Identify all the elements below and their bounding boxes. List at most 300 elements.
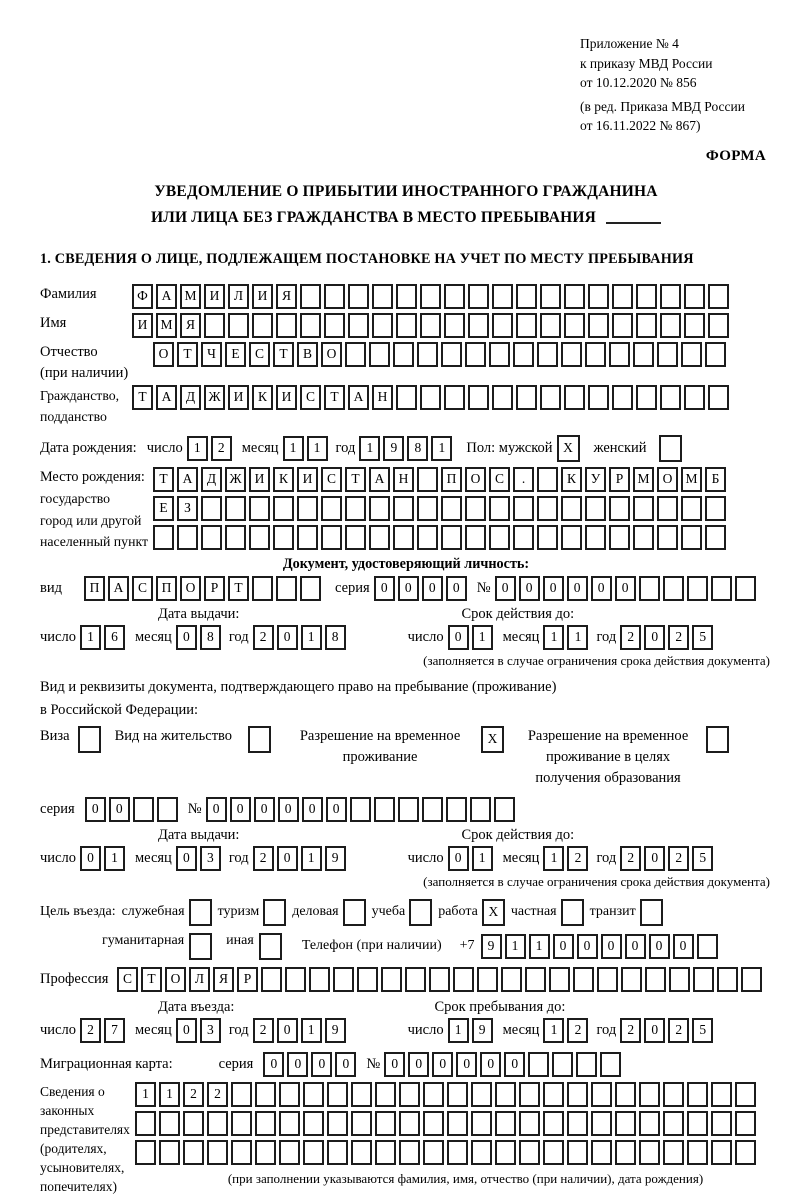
- char-cell: Т: [132, 385, 153, 410]
- char-cell: [567, 1082, 588, 1107]
- char-cell: 2: [620, 625, 641, 650]
- char-cell: 2: [211, 436, 232, 461]
- profession-cells: [117, 967, 762, 992]
- char-cell: [633, 525, 654, 550]
- char-cell: П: [441, 467, 462, 492]
- char-cell: [489, 342, 510, 367]
- char-cell: [636, 284, 657, 309]
- series-label: серия: [335, 579, 370, 596]
- purpose-study: учеба: [372, 899, 433, 926]
- char-cell: [444, 313, 465, 338]
- char-cell: [255, 1140, 276, 1165]
- char-cell: [708, 313, 729, 338]
- char-cell: [687, 1111, 708, 1136]
- char-cell: 2: [567, 846, 588, 871]
- doc-number-cells: [495, 576, 756, 601]
- char-cell: М: [633, 467, 654, 492]
- char-cell: 0: [673, 934, 694, 959]
- residence-issue-year: [253, 846, 346, 871]
- char-cell: [279, 1140, 300, 1165]
- char-cell: 1: [567, 625, 588, 650]
- char-cell: [453, 967, 474, 992]
- char-cell: [375, 1140, 396, 1165]
- char-cell: В: [297, 342, 318, 367]
- char-cell: 0: [543, 576, 564, 601]
- char-cell: [231, 1111, 252, 1136]
- char-cell: О: [321, 342, 342, 367]
- char-cell: А: [108, 576, 129, 601]
- char-cell: 9: [325, 846, 346, 871]
- char-cell: [567, 1111, 588, 1136]
- char-cell: [177, 525, 198, 550]
- number-label: №: [366, 1055, 381, 1072]
- char-cell: 0: [326, 797, 347, 822]
- char-cell: [489, 525, 510, 550]
- char-cell: [621, 967, 642, 992]
- char-cell: 1: [359, 436, 380, 461]
- char-cell: Н: [393, 467, 414, 492]
- char-cell: [543, 1140, 564, 1165]
- char-cell: [591, 1111, 612, 1136]
- series-label: серия: [40, 800, 75, 817]
- char-cell: [681, 342, 702, 367]
- char-cell: [663, 1082, 684, 1107]
- char-cell: [516, 313, 537, 338]
- char-cell: [225, 525, 246, 550]
- char-cell: [687, 576, 708, 601]
- stay-until-header: Срок пребывания до:: [434, 998, 566, 1015]
- tourism-checkbox: [263, 899, 286, 926]
- purpose-private: частная: [511, 899, 584, 926]
- revision-line: от 16.11.2022 № 867): [580, 118, 701, 133]
- char-cell: X: [482, 899, 505, 926]
- char-cell: [537, 525, 558, 550]
- char-cell: [711, 1082, 732, 1107]
- identity-doc-dates-row: число 1 6 месяц 0 8 год 2 0 1 8 число 0 1 месяц 1 1 год 2 0 2 5: [40, 625, 772, 650]
- char-cell: [537, 342, 558, 367]
- char-cell: [249, 496, 270, 521]
- char-cell: [279, 1082, 300, 1107]
- char-cell: [495, 1082, 516, 1107]
- char-cell: [735, 1140, 756, 1165]
- char-cell: [279, 1111, 300, 1136]
- char-cell: А: [156, 385, 177, 410]
- migration-card-label: Миграционная карта:: [40, 1055, 173, 1072]
- residence-number-cells: [206, 797, 515, 822]
- char-cell: 6: [104, 625, 125, 650]
- char-cell: [375, 1111, 396, 1136]
- char-cell: [600, 1052, 621, 1077]
- char-cell: [409, 899, 432, 926]
- char-cell: [465, 342, 486, 367]
- birth-place-cells-row1: [153, 467, 726, 492]
- option-visa: Виза: [40, 726, 101, 753]
- char-cell: [309, 967, 330, 992]
- residence-issue-month: [176, 846, 221, 871]
- char-cell: [591, 1082, 612, 1107]
- char-cell: [303, 1082, 324, 1107]
- char-cell: [585, 342, 606, 367]
- char-cell: [297, 525, 318, 550]
- surname-row: [40, 284, 772, 309]
- char-cell: 0: [176, 1018, 197, 1043]
- option-temp-residence-education: Разрешение на временное проживание в целях получения образования: [518, 726, 729, 789]
- char-cell: [228, 313, 249, 338]
- series-label: серия: [218, 1055, 254, 1072]
- char-cell: [636, 385, 657, 410]
- char-cell: [735, 1082, 756, 1107]
- char-cell: 0: [480, 1052, 501, 1077]
- char-cell: [398, 797, 419, 822]
- char-cell: [735, 1111, 756, 1136]
- form-label: ФОРМА: [705, 147, 766, 164]
- char-cell: А: [177, 467, 198, 492]
- char-cell: 2: [668, 1018, 689, 1043]
- char-cell: [543, 1111, 564, 1136]
- char-cell: [717, 967, 738, 992]
- residence-doc-date-headers: Дата выдачи: Срок действия до:: [158, 826, 575, 843]
- char-cell: [519, 1082, 540, 1107]
- char-cell: [684, 284, 705, 309]
- char-cell: 1: [543, 625, 564, 650]
- char-cell: Л: [228, 284, 249, 309]
- char-cell: И: [132, 313, 153, 338]
- char-cell: [465, 525, 486, 550]
- char-cell: [711, 1111, 732, 1136]
- char-cell: И: [228, 385, 249, 410]
- char-cell: [567, 1140, 588, 1165]
- char-cell: [537, 467, 558, 492]
- char-cell: [369, 496, 390, 521]
- char-cell: 2: [207, 1082, 228, 1107]
- char-cell: [399, 1140, 420, 1165]
- char-cell: [591, 1140, 612, 1165]
- char-cell: [711, 1140, 732, 1165]
- purpose-official: служебная: [122, 899, 212, 926]
- char-cell: [468, 284, 489, 309]
- char-cell: 1: [448, 1018, 469, 1043]
- char-cell: 8: [325, 625, 346, 650]
- char-cell: 1: [472, 846, 493, 871]
- char-cell: [708, 284, 729, 309]
- char-cell: [393, 496, 414, 521]
- phone-label: Телефон (при наличии): [301, 938, 442, 953]
- char-cell: [417, 496, 438, 521]
- char-cell: [537, 496, 558, 521]
- birth-month-cells: [283, 436, 328, 461]
- char-cell: [225, 496, 246, 521]
- char-cell: 1: [301, 625, 322, 650]
- char-cell: 1: [529, 934, 550, 959]
- identity-doc-date-headers: [40, 606, 772, 623]
- char-cell: [324, 313, 345, 338]
- month-label: месяц: [241, 439, 279, 456]
- char-cell: [525, 967, 546, 992]
- char-cell: [252, 313, 273, 338]
- expiry-note: (заполняется в случае ограничения срока действия документа): [423, 873, 770, 889]
- char-cell: [708, 385, 729, 410]
- char-cell: 7: [104, 1018, 125, 1043]
- char-cell: [663, 576, 684, 601]
- char-cell: К: [273, 467, 294, 492]
- residence-issue-day: [80, 846, 125, 871]
- char-cell: [681, 525, 702, 550]
- purpose-humanitarian: гуманитарная: [102, 933, 212, 960]
- char-cell: [684, 385, 705, 410]
- char-cell: А: [369, 467, 390, 492]
- char-cell: 1: [104, 846, 125, 871]
- phone-cells: [481, 934, 718, 959]
- char-cell: [552, 1052, 573, 1077]
- char-cell: У: [585, 467, 606, 492]
- section1-heading: 1. СВЕДЕНИЯ О ЛИЦЕ, ПОДЛЕЖАЩЕМ ПОСТАНОВКЕ НА УЧЕТ ПО МЕСТУ ПРЕБЫВАНИЯ: [40, 250, 694, 267]
- char-cell: [636, 313, 657, 338]
- char-cell: 2: [620, 1018, 641, 1043]
- char-cell: [420, 385, 441, 410]
- char-cell: 0: [448, 625, 469, 650]
- legal-representatives-block: [40, 1082, 772, 1196]
- visa-checkbox: [78, 726, 101, 753]
- profession-row: [40, 967, 772, 992]
- char-cell: 0: [277, 625, 298, 650]
- char-cell: 0: [85, 797, 106, 822]
- char-cell: [447, 1140, 468, 1165]
- doc-series-cells: [374, 576, 467, 601]
- char-cell: [693, 967, 714, 992]
- char-cell: [201, 525, 222, 550]
- char-cell: [261, 967, 282, 992]
- char-cell: [78, 726, 101, 753]
- char-cell: [609, 525, 630, 550]
- char-cell: [477, 967, 498, 992]
- doc-expiry-day: [448, 625, 493, 650]
- char-cell: 1: [301, 1018, 322, 1043]
- char-cell: [345, 525, 366, 550]
- char-cell: [372, 284, 393, 309]
- char-cell: [159, 1111, 180, 1136]
- option-temp-residence: Разрешение на временное проживание X: [287, 726, 504, 768]
- appendix-line: от 10.12.2020 № 856: [580, 75, 697, 90]
- residence-doc-options: [40, 726, 772, 789]
- char-cell: Л: [189, 967, 210, 992]
- char-cell: Т: [273, 342, 294, 367]
- char-cell: [564, 284, 585, 309]
- char-cell: [519, 1111, 540, 1136]
- char-cell: [327, 1140, 348, 1165]
- char-cell: [612, 385, 633, 410]
- char-cell: О: [465, 467, 486, 492]
- char-cell: [417, 342, 438, 367]
- char-cell: [633, 342, 654, 367]
- char-cell: А: [348, 385, 369, 410]
- char-cell: 2: [253, 1018, 274, 1043]
- char-cell: [248, 726, 271, 753]
- char-cell: 0: [448, 846, 469, 871]
- char-cell: [615, 1111, 636, 1136]
- char-cell: 1: [472, 625, 493, 650]
- given-name-label: Имя: [40, 314, 67, 331]
- sex-male-checkbox: [557, 435, 580, 462]
- char-cell: 0: [206, 797, 227, 822]
- char-cell: 0: [374, 576, 395, 601]
- char-cell: Т: [153, 467, 174, 492]
- char-cell: [612, 284, 633, 309]
- migration-number-cells: [384, 1052, 621, 1077]
- char-cell: 9: [325, 1018, 346, 1043]
- char-cell: З: [177, 496, 198, 521]
- char-cell: Ч: [201, 342, 222, 367]
- doc-kind-label: вид: [40, 579, 62, 596]
- surname-cells: [132, 284, 729, 309]
- char-cell: О: [180, 576, 201, 601]
- char-cell: [297, 496, 318, 521]
- citizenship-cells: [132, 385, 729, 410]
- char-cell: 0: [254, 797, 275, 822]
- birth-date-row: [40, 435, 772, 462]
- char-cell: [393, 525, 414, 550]
- char-cell: [399, 1082, 420, 1107]
- char-cell: [381, 967, 402, 992]
- char-cell: [663, 1111, 684, 1136]
- char-cell: [396, 313, 417, 338]
- char-cell: [321, 496, 342, 521]
- char-cell: [489, 496, 510, 521]
- form-title: [40, 179, 772, 231]
- char-cell: [348, 284, 369, 309]
- visit-purpose-row: [40, 899, 772, 926]
- char-cell: 1: [135, 1082, 156, 1107]
- char-cell: [399, 1111, 420, 1136]
- char-cell: [207, 1140, 228, 1165]
- char-cell: 2: [668, 625, 689, 650]
- purpose-transit: транзит: [590, 899, 663, 926]
- char-cell: 0: [422, 576, 443, 601]
- char-cell: [133, 797, 154, 822]
- purpose-phone-row: [40, 933, 772, 960]
- char-cell: Т: [345, 467, 366, 492]
- char-cell: [513, 342, 534, 367]
- char-cell: [422, 797, 443, 822]
- char-cell: [396, 385, 417, 410]
- char-cell: [189, 899, 212, 926]
- char-cell: [639, 1140, 660, 1165]
- char-cell: О: [153, 342, 174, 367]
- char-cell: [255, 1082, 276, 1107]
- legal-representatives-cells: [135, 1082, 756, 1196]
- char-cell: Я: [276, 284, 297, 309]
- char-cell: [417, 467, 438, 492]
- char-cell: 0: [287, 1052, 308, 1077]
- entry-date-headers: [40, 999, 772, 1016]
- char-cell: [528, 1052, 549, 1077]
- char-cell: И: [276, 385, 297, 410]
- purpose-tourism: туризм: [218, 899, 287, 926]
- char-cell: [705, 525, 726, 550]
- entry-day: [80, 1018, 125, 1043]
- char-cell: [540, 313, 561, 338]
- residence-expiry-day: [448, 846, 493, 871]
- doc-expiry-year: [620, 625, 713, 650]
- char-cell: [549, 967, 570, 992]
- sex-label: Пол: мужской: [466, 439, 553, 456]
- char-cell: 1: [187, 436, 208, 461]
- char-cell: Д: [201, 467, 222, 492]
- char-cell: 2: [668, 846, 689, 871]
- legal-row1: [135, 1082, 756, 1107]
- char-cell: С: [489, 467, 510, 492]
- char-cell: [417, 525, 438, 550]
- char-cell: [396, 284, 417, 309]
- char-cell: 1: [307, 436, 328, 461]
- char-cell: [706, 726, 729, 753]
- char-cell: 0: [644, 1018, 665, 1043]
- char-cell: [735, 576, 756, 601]
- char-cell: [327, 1111, 348, 1136]
- char-cell: [705, 496, 726, 521]
- char-cell: [441, 342, 462, 367]
- char-cell: 0: [591, 576, 612, 601]
- legal-row2: [135, 1111, 756, 1136]
- given-name-row: [40, 313, 772, 338]
- char-cell: [513, 525, 534, 550]
- char-cell: П: [156, 576, 177, 601]
- birth-day-cells: [187, 436, 232, 461]
- char-cell: [609, 496, 630, 521]
- stay-day: [448, 1018, 493, 1043]
- char-cell: [468, 313, 489, 338]
- char-cell: 2: [183, 1082, 204, 1107]
- char-cell: [327, 1082, 348, 1107]
- char-cell: 0: [625, 934, 646, 959]
- char-cell: 0: [302, 797, 323, 822]
- temp-residence-checkbox: [481, 726, 504, 753]
- char-cell: [345, 342, 366, 367]
- citizenship-label: Гражданство, подданство: [40, 387, 120, 424]
- char-cell: 1: [543, 846, 564, 871]
- char-cell: П: [84, 576, 105, 601]
- humanitarian-checkbox: [189, 933, 212, 960]
- entry-date-header: Дата въезда:: [158, 998, 235, 1015]
- char-cell: [615, 1082, 636, 1107]
- char-cell: [300, 313, 321, 338]
- business-checkbox: [343, 899, 366, 926]
- char-cell: Ж: [204, 385, 225, 410]
- char-cell: [303, 1111, 324, 1136]
- char-cell: 0: [649, 934, 670, 959]
- char-cell: [423, 1082, 444, 1107]
- doc-kind-cells: [84, 576, 321, 601]
- char-cell: 0: [80, 846, 101, 871]
- purpose-other: иная: [226, 933, 282, 960]
- expiry-date-header: Срок действия до:: [461, 605, 575, 622]
- char-cell: 8: [407, 436, 428, 461]
- char-cell: Ж: [225, 467, 246, 492]
- char-cell: [471, 1140, 492, 1165]
- char-cell: 5: [692, 625, 713, 650]
- entry-year: [253, 1018, 346, 1043]
- char-cell: [471, 1082, 492, 1107]
- number-label: №: [187, 800, 202, 817]
- char-cell: [345, 496, 366, 521]
- residence-doc-series-row: [40, 797, 772, 822]
- char-cell: 0: [311, 1052, 332, 1077]
- char-cell: [684, 313, 705, 338]
- char-cell: [588, 313, 609, 338]
- legal-row3: [135, 1140, 756, 1165]
- char-cell: [516, 284, 537, 309]
- char-cell: [157, 797, 178, 822]
- char-cell: [204, 313, 225, 338]
